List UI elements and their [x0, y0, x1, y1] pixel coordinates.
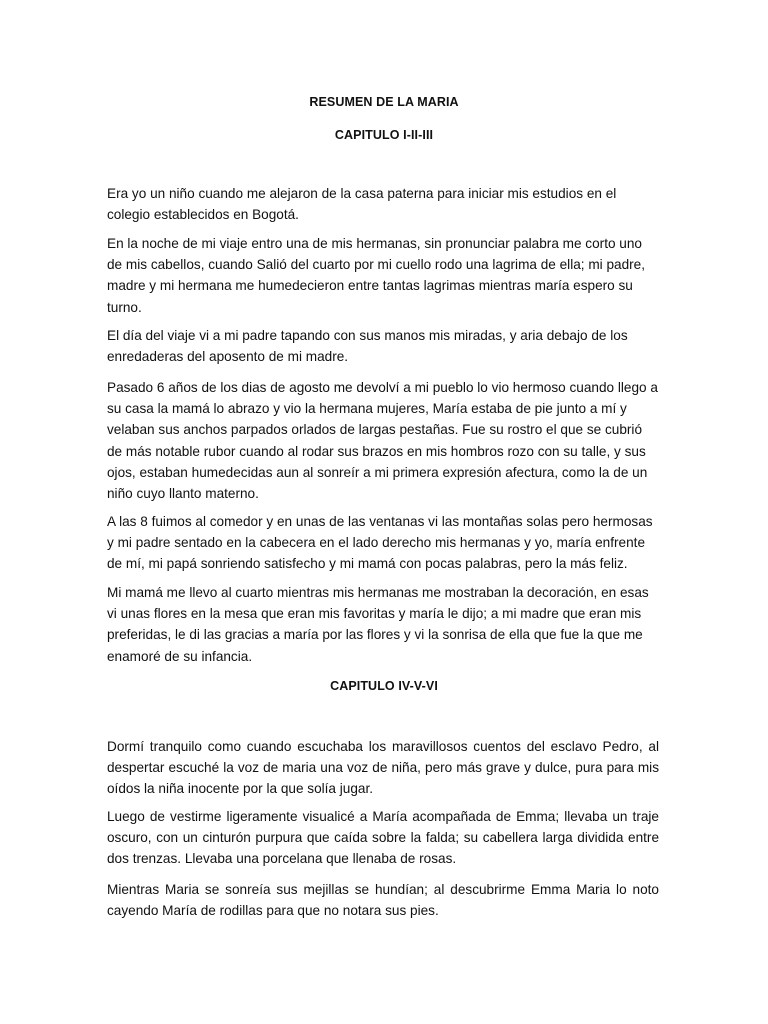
paragraph-8: Luego de vestirme ligeramente visualicé a María acompañada de Emma; llevaba un traje oscuro, con un cinturón purpura que caída sobre la falda; su cabellera larga dividida entre dos trenzas. Llevaba una porcelana que llenaba de rosas. [107, 809, 659, 867]
chapter-heading-2: CAPITULO IV-V-VI [330, 679, 438, 693]
chapter-heading-1: CAPITULO I-II-III [334, 128, 434, 142]
paragraph-7: Dormí tranquilo como cuando escuchaba los maravillosos cuentos del esclavo Pedro, al despertar escuché la voz de maria una voz de niña, pero más grave y dulce, pura para mis oídos la niña inocente por la que solía jugar. [107, 739, 659, 797]
document-title: RESUMEN DE LA MARIA [309, 95, 459, 109]
paragraph-3: El día del viaje vi a mi padre tapando con sus manos mis miradas, y aria debajo de los enredaderas del aposento de mi madre. [107, 328, 628, 365]
paragraph-6: Mi mamá me llevo al cuarto mientras mis hermanas me mostraban la decoración, en esas vi unas flores en la mesa que eran mis favoritas y maría le dijo; a mi madre que eran mis preferidas, le di las gracias a maría por las flores y vi la sonrisa de ella que fue la que me enamoré de su infancia. [107, 585, 649, 664]
paragraph-4: Pasado 6 años de los dias de agosto me devolví a mi pueblo lo vio hermoso cuando llego a su casa la mamá lo abrazo y vio la hermana mujeres, María estaba de pie junto a mí y velaban sus anchos parpados orlados de largas pestañas. Fue su rostro el que se cubrió de más notable rubor cuando al rodar sus brazos en mis hombros rozo con su talle, y sus ojos, estaban humedecidas aun al sonreír a mi primera expresión afectura, como la de un niño cuyo llanto materno. [107, 380, 658, 502]
paragraph-9: Mientras Maria se sonreía sus mejillas se hundían; al descubrirme Emma Maria lo noto cayendo María de rodillas para que no notara sus pies. [107, 882, 659, 919]
paragraph-1: Era yo un niño cuando me alejaron de la casa paterna para iniciar mis estudios en el colegio establecidos en Bogotá. [107, 186, 617, 223]
paragraph-2: En la noche de mi viaje entro una de mis hermanas, sin pronunciar palabra me corto uno de mis cabellos, cuando Salió del cuarto por mi cuello rodo una lagrima de ella; mi padre, madre y mi hermana me humedecieron entre tantas lagrimas mientras maría espero su turno. [107, 236, 646, 315]
paragraph-5: A las 8 fuimos al comedor y en unas de las ventanas vi las montañas solas pero hermosas y mi padre sentado en la cabecera en el lado derecho mis hermanas y yo, maría enfrente de mí, mi papá sonriendo satisfecho y mi mamá con pocas palabras, pero la más feliz. [107, 514, 653, 572]
